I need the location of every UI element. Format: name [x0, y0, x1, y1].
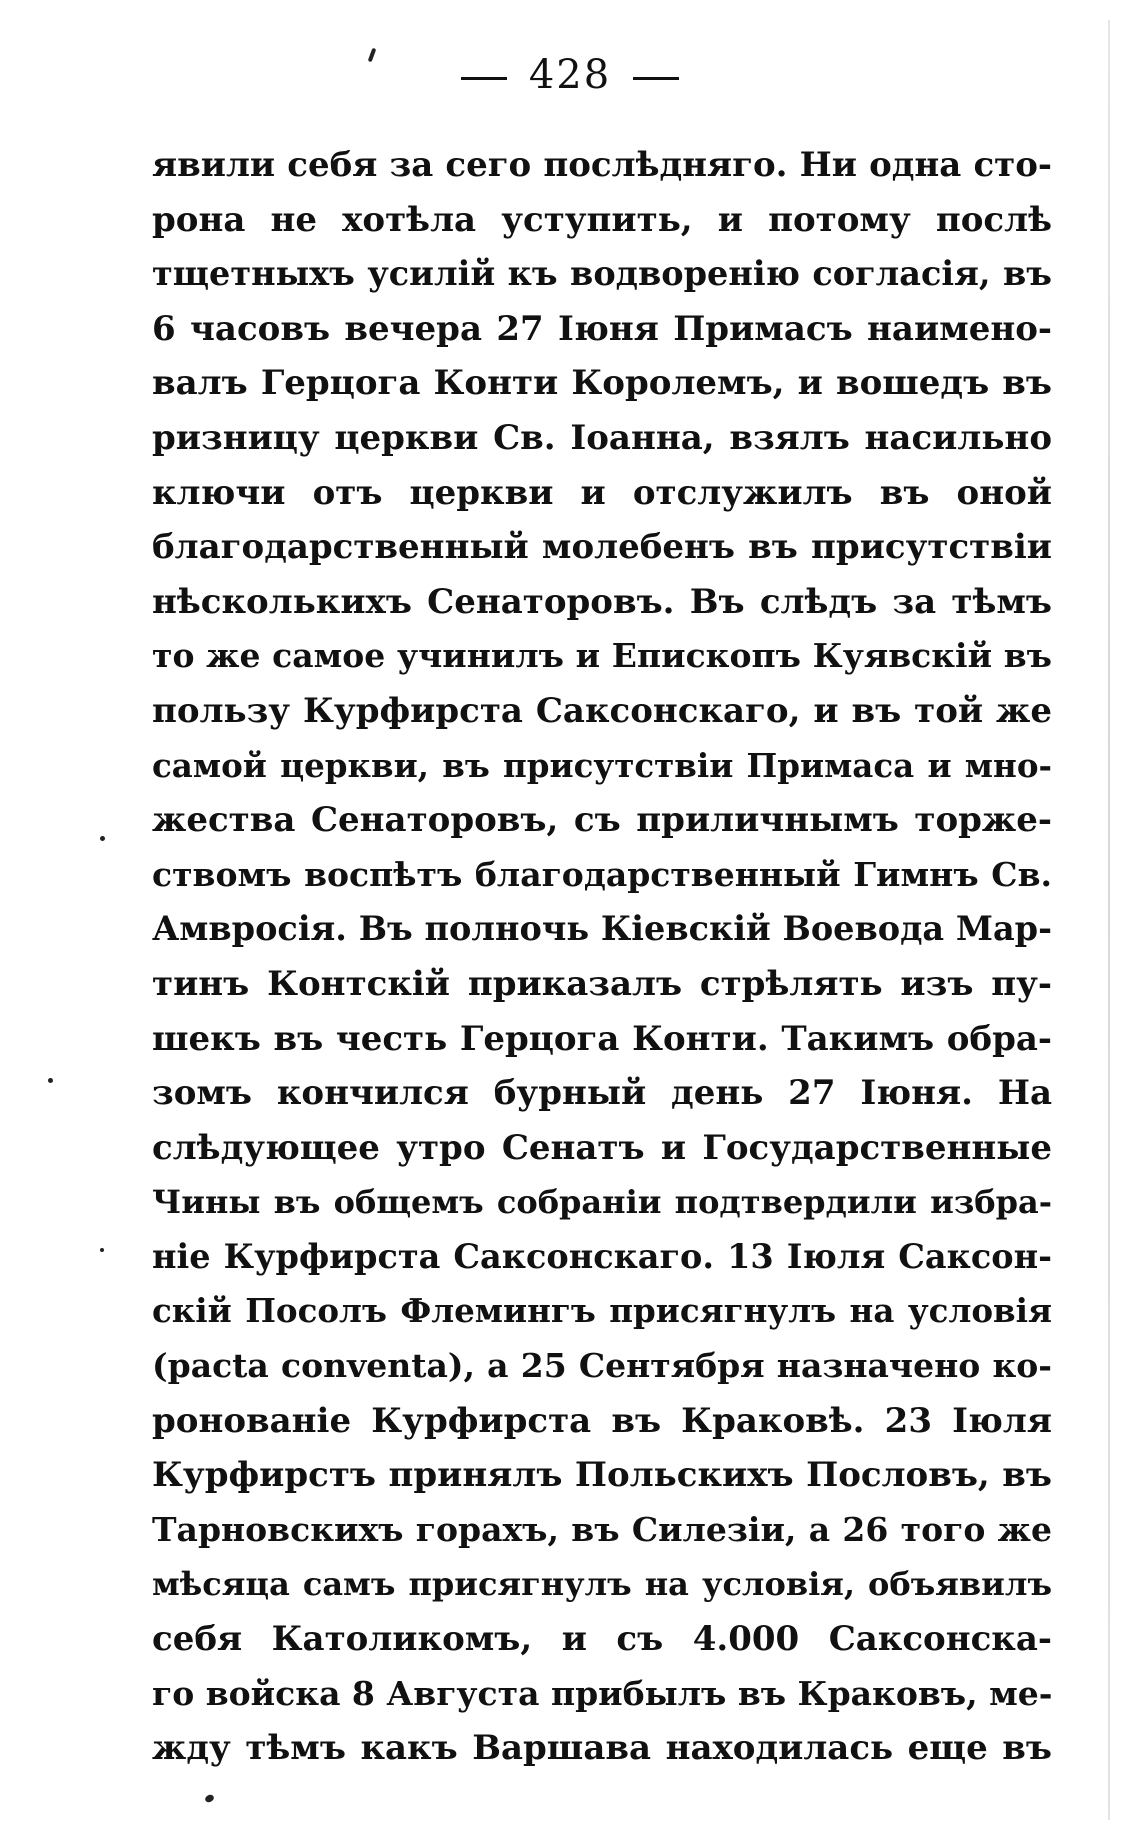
- scan-speck: [100, 836, 105, 841]
- text-line: тинъ Контскій приказалъ стрѣлять изъ пу-: [152, 963, 1052, 1004]
- text-line: жества Сенаторовъ, съ приличнымъ торже-: [152, 800, 1052, 841]
- text-line: ронованіе Курфирста въ Краковѣ. 23 Іюля: [152, 1400, 1052, 1441]
- text-line: ніе Курфирста Саксонскаго. 13 Іюля Саксон-: [152, 1236, 1052, 1276]
- text-line: жду тѣмъ какъ Варшава находилась еще въ: [152, 1728, 1052, 1769]
- text-line: мѣсяца самъ присягнулъ на условія, объявилъ: [152, 1565, 1052, 1604]
- text-line: Чины въ общемъ собраніи подтвердили избра-: [152, 1183, 1052, 1222]
- text-line: самой церкви, въ присутствіи Примаса и мно-: [152, 745, 1052, 785]
- text-line: ризницу церкви Св. Іоанна, взялъ насильно: [152, 417, 1052, 458]
- page-edge-shadow: [1108, 20, 1110, 1820]
- text-line: себя Католикомъ, и съ 4.000 Саксонска-: [152, 1619, 1052, 1660]
- text-line: зомъ кончился бурный день 27 Іюня. На: [152, 1073, 1052, 1114]
- text-line: пользу Курфирста Саксонскаго, и въ той же: [152, 690, 1052, 731]
- page-number: 428: [528, 52, 612, 98]
- text-line: го войска 8 Августа прибылъ въ Краковъ, ме-: [152, 1673, 1052, 1713]
- text-line: ключи отъ церкви и отслужилъ въ оной: [152, 472, 1052, 513]
- text-line: Курфирстъ принялъ Польскихъ Пословъ, въ: [152, 1455, 1052, 1496]
- page-number-header: [0, 52, 1140, 98]
- text-line: нѣсколькихъ Сенаторовъ. Въ слѣдъ за тѣмъ: [152, 581, 1052, 622]
- header-dash-left: [461, 77, 507, 80]
- text-line: валъ Герцога Конти Королемъ, и вошедъ въ: [152, 363, 1052, 404]
- text-line: Амвросія. Въ полночь Кіевскій Воевода Мар-: [152, 909, 1052, 949]
- text-line: то же самое учинилъ и Епископъ Куявскій въ: [152, 636, 1052, 676]
- header-dash-right: [633, 77, 679, 80]
- text-line: явили себя за сего послѣдняго. Ни одна сто-: [152, 145, 1052, 185]
- body-text: [152, 138, 1052, 1776]
- text-line: благодарственный молебенъ въ присутствіи: [152, 527, 1052, 568]
- text-line: шекъ въ честь Герцога Конти. Такимъ обра-: [152, 1018, 1052, 1059]
- text-line: слѣдующее утро Сенатъ и Государственные: [152, 1127, 1052, 1168]
- text-line: 6 часовъ вечера 27 Іюня Примасъ наимено-: [152, 308, 1052, 349]
- scan-speck: [48, 1078, 53, 1083]
- text-line: скій Посолъ Флемингъ присягнулъ на условія: [152, 1291, 1052, 1331]
- text-line: ствомъ воспѣтъ благодарственный Гимнъ Св.: [152, 854, 1052, 894]
- text-line: (pacta conventa), а 25 Сентября назначено ко-: [152, 1346, 1052, 1386]
- text-line: тщетныхъ усилій къ водворенію согласія, въ: [152, 254, 1052, 294]
- text-line: Тарновскихъ горахъ, въ Силезіи, а 26 того же: [152, 1509, 1052, 1549]
- scan-speck: [204, 1793, 215, 1803]
- text-line: рона не хотѣла уступить, и потому послѣ: [152, 199, 1052, 240]
- scan-speck: [100, 1248, 104, 1252]
